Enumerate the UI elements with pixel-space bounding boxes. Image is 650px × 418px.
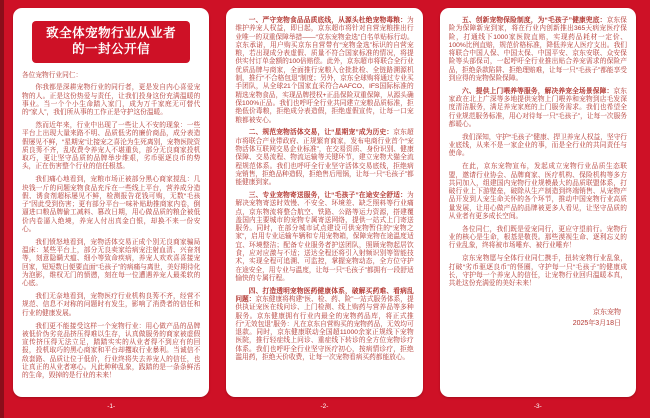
page-number-2: -2- <box>320 403 329 410</box>
paragraph-text: 我们更不能接受这样一个宠物行业：用心做产品的品牌被低价伪劣竞品挤压得难以生存，认真做服务的商家被虚假宣传挤压得无法立足，踏踏实实的从业者得不到应有的回报，投机取巧的黑心商家和平台却攫取行业暴利。当诚信不敌套路、品质让位于低价，行业终将失去养宠人的信任，也让真正的从业者寒心。凡此种种乱象，践踏的是一条条鲜活的生命，毁掉的是行业的未来！ <box>22 322 201 380</box>
closing-paragraph <box>449 163 627 221</box>
greeting: 各位宠物行业同仁： <box>22 72 83 79</box>
section-paragraph <box>449 88 627 129</box>
section-heading: 二、规范宠物活体交易，让“星期宠”成为历史： <box>248 129 394 137</box>
section-heading: 五、创新宠物保险制度，为“毛孩子”健康兜底： <box>462 17 607 24</box>
section-text: 京东保险为保障新宠到家，将在行业内创新推出365天病宠医疗保险，打通线下1000家医院直赔，实现药品耗材一定价、100%比例直赔，规范价格标准，降低养宠人医疗支出。我们将联合中国人保、中国太保、中国平安、京东安联、众安保险等头部保司，一起呼吁全行业推出贴合养宠需求的保险产品，拒绝条款陷阱、拒绝理赔难，让每一只“毛孩子”都能享受到应得的宠物保险保障。 <box>448 17 627 83</box>
section-heading: 一、严守宠物食品品质底线，从源头杜绝宠物毒粮： <box>248 17 407 24</box>
paragraph <box>22 176 200 234</box>
page-number-3: -3- <box>533 403 542 410</box>
paragraph-text: 各位同仁，我们既是爱宠同行，更应守望前行。宠物行业的核心是生命，根基是敬畏。那些漠视生命、逐利忘义的行业乱象，终将被市场唾弃、被行业唾弃！ <box>448 225 627 250</box>
paragraph <box>22 122 200 172</box>
letter-page-2 <box>226 8 422 397</box>
section-heading: 三、专业宠物寄送服务，让“毛孩子”在途安全舒适： <box>248 191 407 199</box>
paragraph <box>22 293 200 318</box>
signature: 京东宠物 <box>592 309 621 317</box>
paragraph-text: 我们愤怒地看到，宠物活体交易正成个别无良商家骗局温床：某些平台上，部分无良卖家给病宠注射血清、兴奋剂等，刻意隐瞒犬瘟、细小等致命疾病，养宠人欢欢喜喜接宠回家，短短数日便要直面“毛孩子”的病痛与离世，美好期待化为泡影，维权无门的愤懑，刻在每一位遭遇养宠人最柔软的心底。 <box>22 238 201 288</box>
paragraph-text: 我们无奈地看到，宠物医疗行业机构良莠不齐，经营不规范、信息不对称的问题时有发生，影响了消费者的信任和行业的健康发展。 <box>22 293 201 317</box>
paragraph-text: 然而近年来，行业中出现了一些让人不安的现象：一些平台上出现大量来路不明、品质低劣的廉价商品，成分表造假屡见不鲜，“星期宠”让接宠之喜沦为生死离别，宠物医院资质良莠不齐，乱收费令养宠人不堪重负，部分无良商家投机取巧，更让坚守品质的品牌举步维艰，劣币驱逐良币的势头，正在伤害整个行业的信任根基。 <box>22 121 201 171</box>
page-number-1: -1- <box>107 403 116 410</box>
section-text: 为维护养宠人权益，即日起，京东超市将针对自营宠粮推出行业唯一的双重保障举措——“京东宠物金选”白名单贴标行动。京东承诺，用户购买京东自营带有“宠物金选”标识的自营宠粮，若出现成分表虚假、质量不符合国家标准的情况，将提供实付订单金额的100倍赔偿。此外，京东超市将联合全行业优质品牌与商家，全面推行宠粮入仓批批检、全链路溯源机制，推行“不合格包退”制度；另外，京东全球购将通过专业买手团队，从全球21个国家直采符合AAFCO、IFS国际标准的精选宠物食品，实现品牌授权+正品保险双重保障，从源头确保100%正品。我们也呼吁全行业共同建立宠粮品质标准，拒绝低价毒粮，拒绝成分表造假，拒绝虚假宣传，让每一口宠粮都被安心。 <box>235 17 414 124</box>
section-heading: 六、提供上门喂养等服务，解决养宠全场景保障： <box>462 87 614 95</box>
letter-pages <box>13 8 636 397</box>
letter-title-line-1: 致全体宠物行业从业者 <box>46 26 177 40</box>
paragraph-text: 京东宠物愿与全体行业同仁携手，扭转宠物行业乱象，打破“劣币驱逐良币”的怪圈，守护每一只“毛孩子”的健康成长，守护每一个养宠人的信任，让宠物行业回归温暖本真，共赴这份充满爱的美好未来！ <box>448 255 627 288</box>
closing-paragraph <box>449 134 627 159</box>
paragraph-text: 在此，京东宠物宣布，发起成立宠物行业品质生态联盟，邀请行业协会、品牌商家、医疗机构、保险机构等多方共同加入，组建国内宠物行业规模最大的品质联盟体系，打破行业上下游壁垒，破除从生产制造到终端销售、从宠物产品开发到人宠生命关怀的各个环节，推动中国宠物行业高质量发展，让用心做产品的品牌被更多人看见，让坚守品质的从业者有更多成长空间。 <box>448 163 627 221</box>
section-paragraph <box>449 17 627 83</box>
left-edge-strip <box>0 0 4 418</box>
paragraph-text: 你我都是深耕宠物行业的同行者，更是发自内心喜爱宠物的人。正是这份热爱与责任，让我们投身这份充满温暖的事业。当一个个小生命踏入家门，成为万千家庭无可替代的“家人”，我们所从事的工作正是守护这份温暖。 <box>22 84 201 117</box>
section-text: 京东家政在北上广深等多地提供宠物上门喂养和宠物到店毛发深度清洁服务，满足养宠家庭的上门服务需求。我们也希望全行业规范服务标准，用心对待每一只“毛孩子”，让每一次服务都暖心。 <box>448 87 627 129</box>
section-text: 京东健康将构建“医、检、药、险”一站式服务体系，提供执证宠医在线问诊、上门检测、线上购药与营养品等多种服务。京东健康拥有行业内最全的宠物药品库，将正式推行“无效包退”服务：凡在京东自营购买的宠物药品，无效均可退款。同时，京东健康联动全国超11000余家正规线下宠物医院，推行轻症线上问诊、重症线下转诊的全方位宠物诊疗体系。我们也呼吁全行业坚守医疗初心，按病情诊疗，拒绝滥用药，拒绝天价收费，让每一次宠物看病买药都能放心。 <box>235 296 414 362</box>
paragraph <box>22 323 200 381</box>
section-paragraph <box>235 129 413 187</box>
letter-page-1 <box>13 8 209 397</box>
page-number-row <box>13 397 636 418</box>
paragraph <box>22 84 200 117</box>
section-heading: 四、打造透明宠物医药健康体系，破解买药难、看病乱问题： <box>235 287 414 303</box>
signature-block <box>449 308 621 329</box>
letter-title <box>32 21 190 63</box>
section-paragraph <box>235 17 413 125</box>
paragraph-text: 我们深知，守护“毛孩子”健康、捍卫养宠人权益，坚守行业底线，从来不是一家企业的事，而是全行业的共同责任与使命。 <box>448 133 627 158</box>
section-text: 京东超市将联合产业带政府、正规繁育商家，发布电商行业首个“宠物活体互联网交易企业标准”，在交易资质、身份识别、健康保障、交易流程、物流运输等关键环节，建立宠物犬猫全流程规范体系。我们也呼吁全行业坚守活体交易底线，拒绝病宠销售，拒绝品种造假，拒绝售后甩锅，让每一只“毛孩子”都能健康到家。 <box>235 129 414 187</box>
paragraph-text: 我们痛心地看到，宠粮市场正被部分黑心商家搅乱：几块钱一斤的问题宠物食品充斥在一些线上平台，营养成分造假、诱食剂超标屡见不鲜，检测报告花钱可购，无数“毛孩子”因此受到伤害；更有部分平台一味补贴助推商家内卷，倒逼进口粮品牌偷工减料、篡改日期，用心做品质的粮企被低价内卷逼入绝境，养宠人付出真金白银，却换不来一份安心。 <box>22 176 201 234</box>
closing-paragraph <box>449 226 627 251</box>
section-paragraph <box>235 192 413 283</box>
closing-paragraph <box>449 255 627 288</box>
letter-title-line-2: 的一封公开信 <box>72 41 151 56</box>
letter-page-3 <box>440 8 636 397</box>
paragraph <box>22 239 200 289</box>
section-text: 为解决宠物寄送时效慢、不安全、环境差、缺乏照料等行业痛点，京东物流将整合航空、铁路、公路等运力资源，搭建覆盖国内主要城市的宠物专属寄送网络，提供一站式上门寄送服务。同时，在部分城市试点建设可供宠物暂住的“宠物之家”，启用专业运输车辆和专用宠物箱，保障宠物在途温度适宜、环境整洁；配备专业服务者护送团队，照顾宠物起居饮食，应对应激与不适；送达全程还将引入射频识别等智能技术，实现全程可追溯、可监控，掌握宠物动态，全方位守护在途安全，用专业与温度，让每一只“毛孩子”都拥有一段舒适愉快的专属行程。 <box>235 191 414 282</box>
letter-date: 2025年3月18日 <box>572 319 621 327</box>
section-paragraph <box>235 288 413 363</box>
